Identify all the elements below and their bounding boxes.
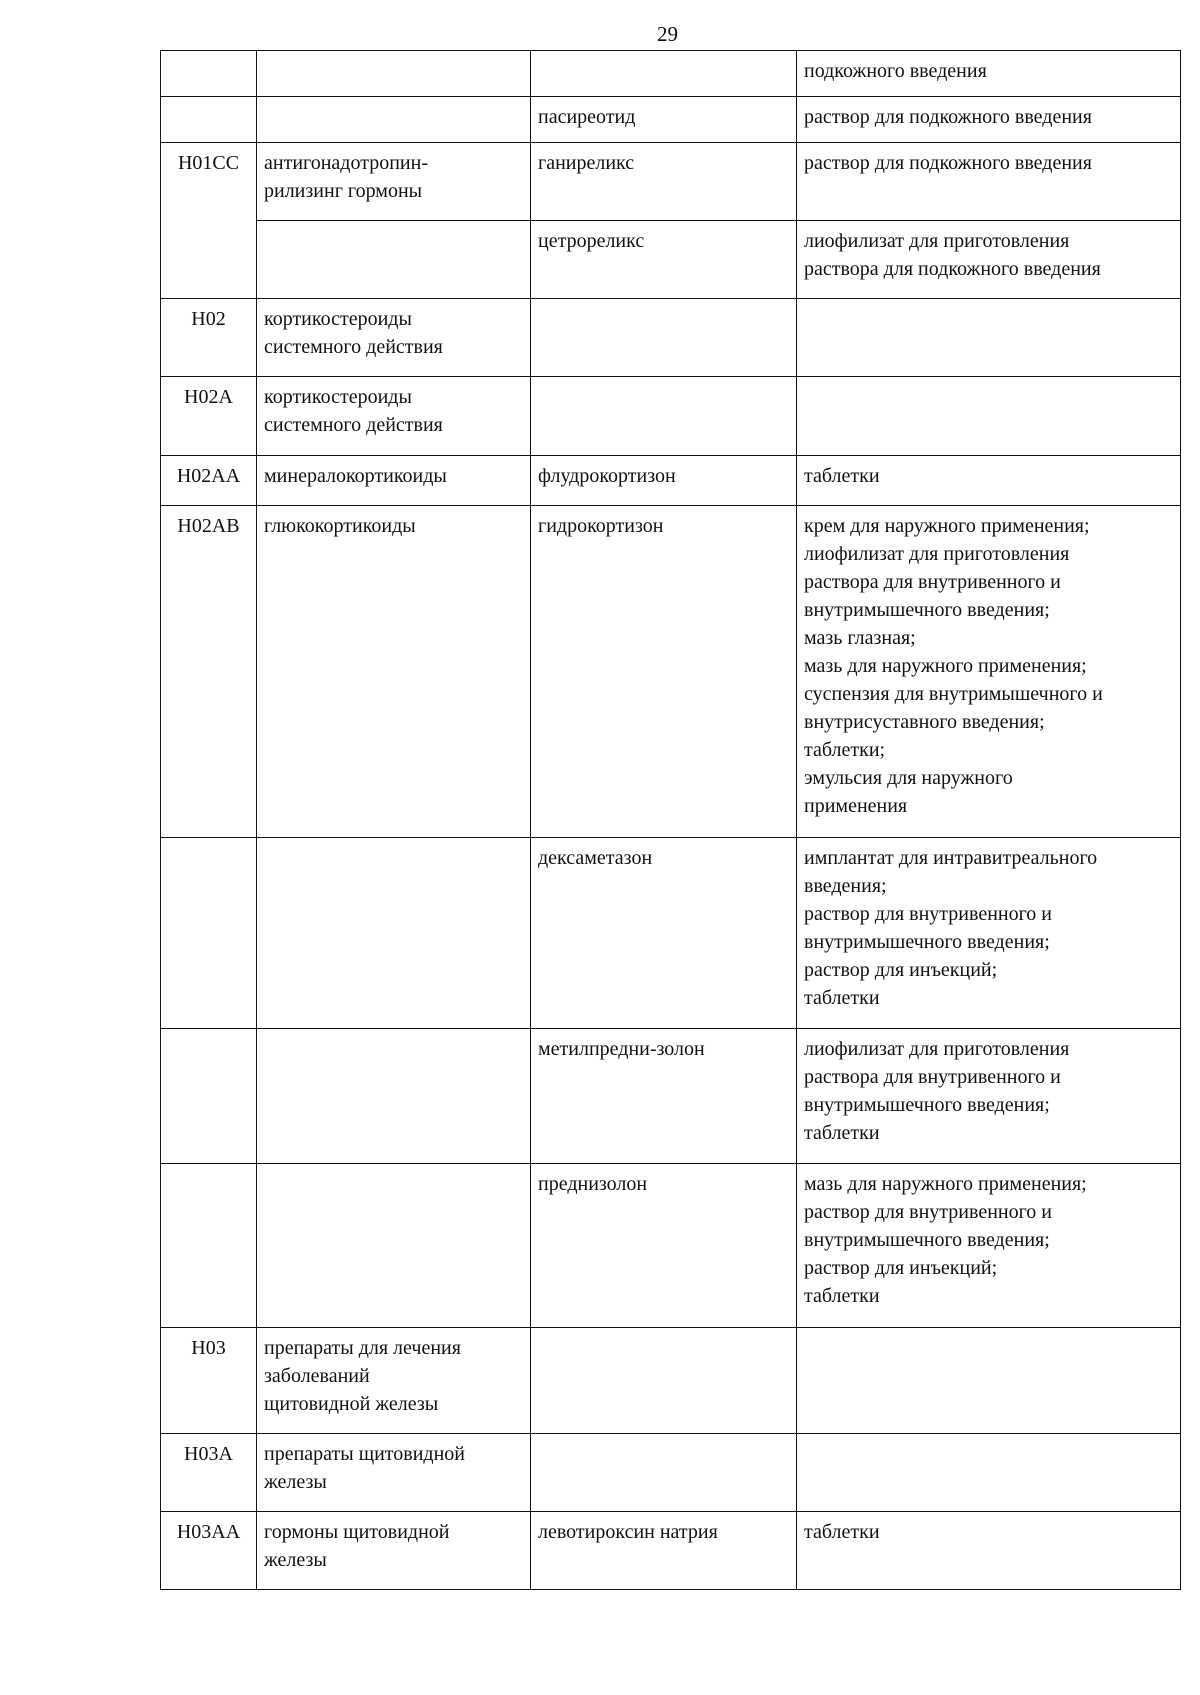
table-row: [161, 1512, 1181, 1590]
group-cell: глюкокортикоиды: [257, 506, 531, 838]
drug-name-cell: преднизолон: [531, 1164, 797, 1328]
atc-code-cell: [161, 51, 257, 97]
group-cell: [257, 221, 531, 299]
table-row: [161, 838, 1181, 1029]
atc-code-cell: [161, 1164, 257, 1328]
dosage-form-cell: подкожного введения: [797, 51, 1181, 97]
drug-name-cell: [531, 1328, 797, 1434]
atc-code-cell: [161, 838, 257, 1029]
drug-name-cell: пасиреотид: [531, 97, 797, 143]
table-row: [161, 97, 1181, 143]
dosage-form-cell: раствор для подкожного введения: [797, 97, 1181, 143]
group-cell: [257, 97, 531, 143]
atc-code-cell: H03: [161, 1328, 257, 1434]
dosage-form-cell: лиофилизат для приготовления раствора для внутривенного и внутримышечного введения; таблетки: [797, 1029, 1181, 1164]
table-row: [161, 506, 1181, 838]
table-row: [161, 1434, 1181, 1512]
table-row: [161, 1328, 1181, 1434]
dosage-form-cell: таблетки: [797, 1512, 1181, 1590]
atc-code-cell: H03A: [161, 1434, 257, 1512]
dosage-form-cell: [797, 377, 1181, 456]
group-cell: [257, 1164, 531, 1328]
atc-code-cell: H02: [161, 299, 257, 377]
drug-name-cell: флудрокортизон: [531, 456, 797, 506]
drug-name-cell: гидрокортизон: [531, 506, 797, 838]
drug-name-cell: ганиреликс: [531, 143, 797, 221]
atc-code-cell: H03AA: [161, 1512, 257, 1590]
table-row: [161, 299, 1181, 377]
table-row: [161, 1029, 1181, 1164]
group-cell: кортикостероиды системного действия: [257, 377, 531, 456]
drug-name-cell: [531, 51, 797, 97]
dosage-form-cell: раствор для подкожного введения: [797, 143, 1181, 221]
drug-name-cell: цетрореликс: [531, 221, 797, 299]
dosage-form-cell: [797, 299, 1181, 377]
table-row: [161, 143, 1181, 221]
atc-code-cell: [161, 97, 257, 143]
medication-table: [160, 50, 1181, 1590]
drug-name-cell: левотироксин натрия: [531, 1512, 797, 1590]
atc-code-cell: [161, 1029, 257, 1164]
dosage-form-cell: крем для наружного применения; лиофилизат для приготовления раствора для внутривенного и внутримышечного введения; мазь глазная; мазь для наружного применения; суспензия для внутримышечного и внутрисуставного введения; таблетки; эмульсия для наружного применения: [797, 506, 1181, 838]
group-cell: [257, 51, 531, 97]
table-row: [161, 456, 1181, 506]
dosage-form-cell: таблетки: [797, 456, 1181, 506]
group-cell: антигонадотропин- рилизинг гормоны: [257, 143, 531, 221]
atc-code-cell: H02A: [161, 377, 257, 456]
table-row: [161, 377, 1181, 456]
group-cell: кортикостероиды системного действия: [257, 299, 531, 377]
group-cell: [257, 838, 531, 1029]
page-number: 29: [657, 22, 678, 46]
atc-code-cell: H01CC: [161, 143, 257, 299]
dosage-form-cell: имплантат для интравитреального введения; раствор для внутривенного и внутримышечного введения; раствор для инъекций; таблетки: [797, 838, 1181, 1029]
table-row: [161, 221, 1181, 299]
group-cell: минералокортикоиды: [257, 456, 531, 506]
drug-name-cell: [531, 377, 797, 456]
group-cell: гормоны щитовидной железы: [257, 1512, 531, 1590]
drug-name-cell: [531, 1434, 797, 1512]
dosage-form-cell: лиофилизат для приготовления раствора для подкожного введения: [797, 221, 1181, 299]
drug-name-cell: метилпредни-золон: [531, 1029, 797, 1164]
group-cell: препараты щитовидной железы: [257, 1434, 531, 1512]
table-row: [161, 1164, 1181, 1328]
dosage-form-cell: [797, 1328, 1181, 1434]
atc-code-cell: H02AB: [161, 506, 257, 838]
atc-code-cell: H02AA: [161, 456, 257, 506]
group-cell: препараты для лечения заболеваний щитовидной железы: [257, 1328, 531, 1434]
drug-name-cell: [531, 299, 797, 377]
dosage-form-cell: мазь для наружного применения; раствор для внутривенного и внутримышечного введения; раствор для инъекций; таблетки: [797, 1164, 1181, 1328]
group-cell: [257, 1029, 531, 1164]
drug-name-cell: дексаметазон: [531, 838, 797, 1029]
dosage-form-cell: [797, 1434, 1181, 1512]
table-row: [161, 51, 1181, 97]
